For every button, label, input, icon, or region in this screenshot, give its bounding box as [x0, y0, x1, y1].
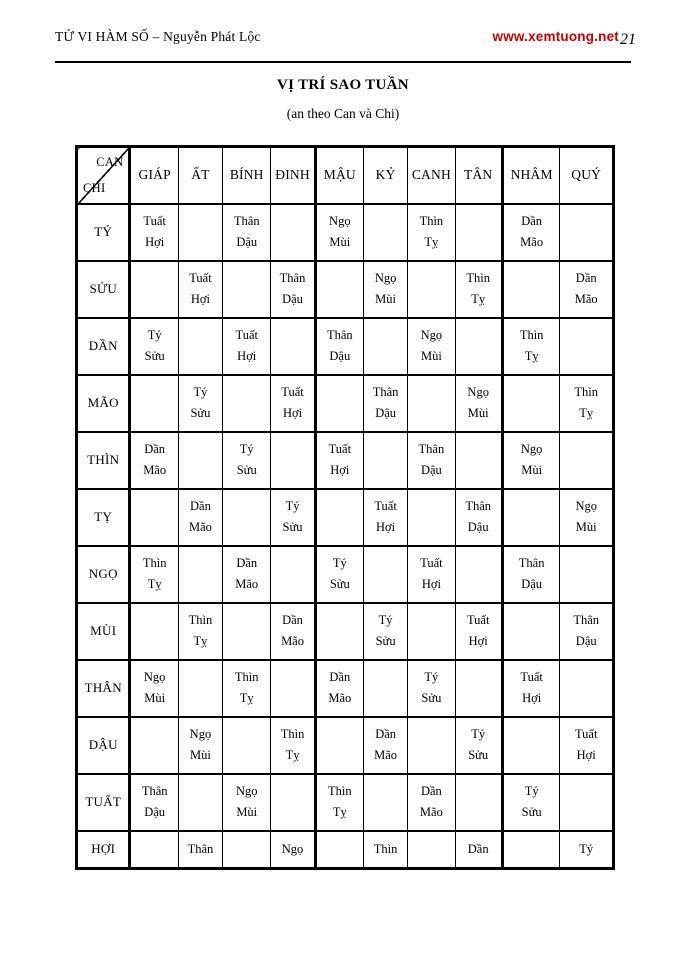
cell-line: Dần — [420, 784, 442, 798]
data-cell — [408, 489, 455, 546]
cell-line: Tý — [579, 841, 594, 856]
data-cell — [130, 375, 178, 432]
cell-line: Tý — [378, 613, 393, 627]
data-cell — [560, 774, 614, 831]
cell-line: Thân — [279, 271, 306, 285]
cell-line: Thìn — [466, 271, 490, 285]
data-cell — [560, 204, 614, 261]
data-cell — [130, 831, 178, 869]
page-subtitle: (an theo Can và Chi) — [286, 106, 400, 121]
col-header-10: QUÝ — [560, 147, 614, 204]
data-cell — [223, 660, 271, 717]
corner-cell — [77, 147, 130, 204]
cell-line: Sửu — [421, 691, 442, 705]
data-cell — [455, 375, 502, 432]
cell-line: Dậu — [521, 577, 543, 591]
cell-line: Dậu — [329, 349, 351, 363]
data-cell — [502, 432, 560, 489]
data-cell — [271, 204, 315, 261]
data-cell — [130, 318, 178, 375]
data-cell — [363, 432, 407, 489]
table-row-DẬU — [77, 717, 614, 774]
data-cell — [223, 546, 271, 603]
book-title: TỬ VI HÀM SỐ – Nguyễn Phát Lộc — [55, 29, 261, 44]
cell-line: Thân — [141, 784, 168, 798]
row-header: MÃO — [77, 375, 130, 432]
cell-line: Tỵ — [193, 634, 208, 648]
cell-line: Dần — [521, 214, 543, 228]
table-row-TUẤT — [77, 774, 614, 831]
cell-line: Mùi — [467, 406, 489, 420]
data-cell — [223, 489, 271, 546]
data-cell — [560, 831, 614, 869]
row-header: DẬU — [77, 717, 130, 774]
cell-line: Tuất — [143, 214, 166, 228]
cell-line: Thìn — [280, 727, 305, 741]
table-row-MÙI — [77, 603, 614, 660]
data-cell — [178, 660, 222, 717]
table-row-THÌN — [77, 432, 614, 489]
table-row-TỴ — [77, 489, 614, 546]
col-header-4: ĐINH — [271, 147, 315, 204]
data-cell — [271, 774, 315, 831]
cell-line: Dậu — [575, 634, 597, 648]
row-header: TỴ — [77, 489, 130, 546]
tuan-star-position-table — [75, 145, 615, 870]
cell-line: Sửu — [468, 748, 489, 762]
cell-line: Ngọ — [143, 670, 166, 684]
cell-line: Sửu — [282, 520, 303, 534]
data-cell — [315, 318, 363, 375]
data-cell — [408, 717, 455, 774]
cell-line: Tỵ — [579, 406, 594, 420]
data-cell — [271, 831, 315, 869]
row-header: THÂN — [77, 660, 130, 717]
table-row-NGỌ — [77, 546, 614, 603]
cell-line: Ngọ — [329, 214, 351, 228]
cell-line: Tuất — [235, 328, 258, 342]
data-cell — [560, 489, 614, 546]
data-cell — [363, 318, 407, 375]
cell-line: Sửu — [190, 406, 211, 420]
table-row-TÝ — [77, 204, 614, 261]
cell-line: Ngọ — [520, 442, 543, 456]
data-cell — [560, 717, 614, 774]
cell-line: Tý — [193, 385, 208, 399]
cell-line: Thân — [233, 214, 260, 228]
cell-line: Mão — [281, 634, 304, 648]
cell-line: Dần — [575, 271, 597, 285]
data-cell — [363, 375, 407, 432]
cell-line: Thân — [418, 442, 445, 456]
cell-line: Ngọ — [575, 499, 597, 513]
data-cell — [130, 603, 178, 660]
row-header: SỬU — [77, 261, 130, 318]
cell-line: Mùi — [420, 349, 442, 363]
cell-line: Hợi — [330, 463, 350, 477]
data-cell — [408, 318, 455, 375]
data-cell — [363, 774, 407, 831]
data-cell — [178, 375, 222, 432]
data-cell — [223, 318, 271, 375]
cell-line: Mùi — [236, 805, 258, 819]
col-header-2: ẤT — [178, 147, 222, 204]
cell-line: Ngọ — [374, 271, 397, 285]
cell-line: Mùi — [575, 520, 597, 534]
data-cell — [271, 660, 315, 717]
cell-line: Dần — [190, 499, 211, 513]
data-cell — [315, 432, 363, 489]
data-cell — [363, 831, 407, 869]
cell-line: Dậu — [144, 805, 166, 819]
header-right — [493, 28, 636, 46]
cell-line: Sửu — [144, 349, 165, 363]
data-cell — [363, 717, 407, 774]
data-cell — [315, 546, 363, 603]
data-cell — [502, 375, 560, 432]
row-header: MÙI — [77, 603, 130, 660]
cell-line: Dần — [144, 442, 166, 456]
cell-line: Mão — [374, 748, 398, 762]
data-cell — [363, 261, 407, 318]
data-cell — [178, 318, 222, 375]
header-row — [77, 147, 614, 204]
data-cell — [178, 432, 222, 489]
corner-can-label: CAN — [96, 155, 124, 169]
data-cell — [178, 204, 222, 261]
row-header: TUẤT — [77, 774, 130, 831]
data-cell — [408, 375, 455, 432]
cell-line: Tý — [285, 499, 300, 513]
cell-line: Thìn — [234, 670, 259, 684]
data-cell — [223, 204, 271, 261]
data-cell — [455, 318, 502, 375]
data-cell — [178, 489, 222, 546]
row-header: DẦN — [77, 318, 130, 375]
cell-line: Tý — [471, 727, 486, 741]
cell-line: Mão — [143, 463, 167, 477]
cell-line: Mão — [188, 520, 212, 534]
data-cell — [178, 774, 222, 831]
data-cell — [408, 432, 455, 489]
data-cell — [502, 831, 560, 869]
cell-line: Tý — [332, 556, 347, 570]
data-cell — [315, 489, 363, 546]
cell-line: Hợi — [145, 235, 165, 249]
cell-line: Tỵ — [239, 691, 254, 705]
cell-line: Tuất — [328, 442, 352, 456]
cell-line: Thân — [573, 613, 600, 627]
cell-line: Thìn — [373, 841, 398, 856]
data-cell — [408, 831, 455, 869]
data-cell — [560, 375, 614, 432]
data-cell — [223, 603, 271, 660]
table-row-DẦN — [77, 318, 614, 375]
cell-line: Mão — [419, 805, 443, 819]
cell-line: Tuất — [189, 271, 212, 285]
data-cell — [502, 717, 560, 774]
data-cell — [223, 375, 271, 432]
cell-line: Ngọ — [235, 784, 258, 798]
data-cell — [223, 432, 271, 489]
cell-line: Tỵ — [332, 805, 347, 819]
cell-line: Tỵ — [285, 748, 300, 762]
cell-line: Tỵ — [471, 292, 486, 306]
table-row-MÃO — [77, 375, 614, 432]
data-cell — [315, 261, 363, 318]
col-header-6: KỶ — [363, 147, 407, 204]
data-cell — [560, 603, 614, 660]
data-cell — [223, 831, 271, 869]
cell-line: Tuất — [574, 727, 598, 741]
data-cell — [455, 660, 502, 717]
data-cell — [178, 603, 222, 660]
cell-line: Thân — [187, 841, 214, 856]
cell-line: Tỵ — [524, 349, 539, 363]
col-header-1: GIÁP — [130, 147, 178, 204]
cell-line: Thìn — [419, 214, 444, 228]
data-cell — [560, 261, 614, 318]
cell-line: Tuất — [520, 670, 543, 684]
cell-line: Tuất — [466, 613, 490, 627]
cell-line: Dậu — [420, 463, 442, 477]
data-cell — [560, 660, 614, 717]
data-cell — [363, 660, 407, 717]
cell-line: Mùi — [144, 691, 166, 705]
row-header: HỢI — [77, 831, 130, 869]
cell-line: Thìn — [574, 385, 599, 399]
cell-line: Sửu — [521, 805, 542, 819]
data-cell — [455, 774, 502, 831]
row-header: NGỌ — [77, 546, 130, 603]
data-cell — [502, 774, 560, 831]
data-cell — [315, 375, 363, 432]
data-cell — [502, 489, 560, 546]
data-cell — [178, 831, 222, 869]
cell-line: Dậu — [236, 235, 258, 249]
cell-line: Thân — [465, 499, 492, 513]
data-cell — [271, 489, 315, 546]
cell-line: Thân — [518, 556, 545, 570]
data-cell — [315, 603, 363, 660]
header-rule — [55, 61, 631, 63]
data-cell — [502, 603, 560, 660]
cell-line: Dần — [375, 727, 397, 741]
data-cell — [130, 489, 178, 546]
cell-line: Dậu — [282, 292, 303, 306]
cell-line: Hợi — [237, 349, 257, 363]
data-cell — [455, 831, 502, 869]
data-cell — [178, 717, 222, 774]
data-cell — [315, 831, 363, 869]
cell-line: Thân — [372, 385, 399, 399]
data-cell — [271, 318, 315, 375]
data-cell — [315, 774, 363, 831]
cell-line: Dậu — [375, 406, 397, 420]
col-header-5: MẬU — [315, 147, 363, 204]
data-cell — [130, 261, 178, 318]
data-cell — [363, 489, 407, 546]
cell-line: Mùi — [329, 235, 351, 249]
cell-line: Thân — [326, 328, 353, 342]
data-cell — [271, 717, 315, 774]
data-cell — [502, 318, 560, 375]
cell-line: Dần — [282, 613, 303, 627]
cell-line: Mão — [520, 235, 544, 249]
data-cell — [455, 717, 502, 774]
data-cell — [455, 204, 502, 261]
cell-line: Mão — [235, 577, 259, 591]
cell-line: Sửu — [236, 463, 257, 477]
data-cell — [408, 546, 455, 603]
cell-line: Ngọ — [281, 841, 304, 856]
data-cell — [223, 261, 271, 318]
data-cell — [271, 546, 315, 603]
data-cell — [223, 717, 271, 774]
page-header — [55, 28, 636, 46]
cell-line: Ngọ — [420, 328, 443, 342]
cell-line: Tuất — [281, 385, 304, 399]
col-header-8: TÂN — [455, 147, 502, 204]
cell-line: Dần — [329, 670, 351, 684]
col-header-3: BÍNH — [223, 147, 271, 204]
row-header: TÝ — [77, 204, 130, 261]
cell-line: Hợi — [282, 406, 303, 420]
cell-line: Tý — [524, 784, 539, 798]
data-cell — [502, 546, 560, 603]
cell-line: Thìn — [188, 613, 213, 627]
cell-line: Tý — [424, 670, 439, 684]
cell-line: Hợi — [190, 292, 210, 306]
corner-chi-label: CHI — [83, 180, 106, 195]
data-cell — [315, 204, 363, 261]
data-cell — [271, 261, 315, 318]
cell-line: Tý — [239, 442, 254, 456]
row-header: THÌN — [77, 432, 130, 489]
data-cell — [455, 546, 502, 603]
cell-line: Thìn — [142, 556, 167, 570]
table-row-HỢI — [77, 831, 614, 869]
data-cell — [178, 261, 222, 318]
data-cell — [130, 204, 178, 261]
data-cell — [130, 660, 178, 717]
data-cell — [315, 717, 363, 774]
data-cell — [408, 774, 455, 831]
cell-line: Tỵ — [424, 235, 439, 249]
data-cell — [408, 660, 455, 717]
cell-line: Dần — [236, 556, 258, 570]
cell-line: Mùi — [190, 748, 211, 762]
cell-line: Mùi — [375, 292, 397, 306]
cell-line: Thìn — [328, 784, 352, 798]
data-cell — [363, 603, 407, 660]
cell-line: Dậu — [467, 520, 489, 534]
cell-line: Tý — [147, 328, 162, 342]
data-cell — [363, 204, 407, 261]
data-cell — [502, 204, 560, 261]
cell-line: Tuất — [374, 499, 397, 513]
data-cell — [455, 603, 502, 660]
cell-line: Sửu — [329, 577, 350, 591]
table-body — [77, 204, 614, 869]
cell-line: Hợi — [576, 748, 596, 762]
data-cell — [363, 546, 407, 603]
cell-line: Hợi — [522, 691, 542, 705]
data-cell — [408, 603, 455, 660]
data-cell — [271, 432, 315, 489]
data-cell — [455, 489, 502, 546]
data-cell — [502, 660, 560, 717]
data-cell — [502, 261, 560, 318]
cell-line: Mùi — [521, 463, 543, 477]
cell-line: Sửu — [375, 634, 396, 648]
cell-line: Mão — [328, 691, 352, 705]
data-cell — [455, 261, 502, 318]
data-cell — [271, 603, 315, 660]
cell-line: Tỵ — [147, 577, 162, 591]
table-wrapper — [75, 145, 615, 870]
data-cell — [408, 204, 455, 261]
cell-line: Hợi — [468, 634, 488, 648]
data-cell — [560, 318, 614, 375]
data-cell — [315, 660, 363, 717]
cell-line: Ngọ — [189, 727, 212, 741]
cell-line: Ngọ — [467, 385, 489, 399]
data-cell — [130, 546, 178, 603]
data-cell — [130, 432, 178, 489]
data-cell — [130, 717, 178, 774]
data-cell — [560, 546, 614, 603]
data-cell — [271, 375, 315, 432]
cell-line: Dần — [467, 841, 489, 856]
cell-line: Hợi — [376, 520, 396, 534]
col-header-7: CANH — [408, 147, 455, 204]
col-header-9: NHÂM — [502, 147, 560, 204]
data-cell — [223, 774, 271, 831]
page-title: VỊ TRÍ SAO TUẦN — [277, 77, 409, 93]
table-row-SỬU — [77, 261, 614, 318]
website-url: www.xemtuong.net — [492, 29, 619, 44]
cell-line: Tuất — [420, 556, 443, 570]
table-row-THÂN — [77, 660, 614, 717]
cell-line: Thìn — [519, 328, 544, 342]
data-cell — [560, 432, 614, 489]
page-number: 21 — [620, 31, 636, 48]
data-cell — [178, 546, 222, 603]
data-cell — [130, 774, 178, 831]
cell-line: Hợi — [421, 577, 441, 591]
data-cell — [455, 432, 502, 489]
cell-line: Mão — [574, 292, 598, 306]
data-cell — [408, 261, 455, 318]
